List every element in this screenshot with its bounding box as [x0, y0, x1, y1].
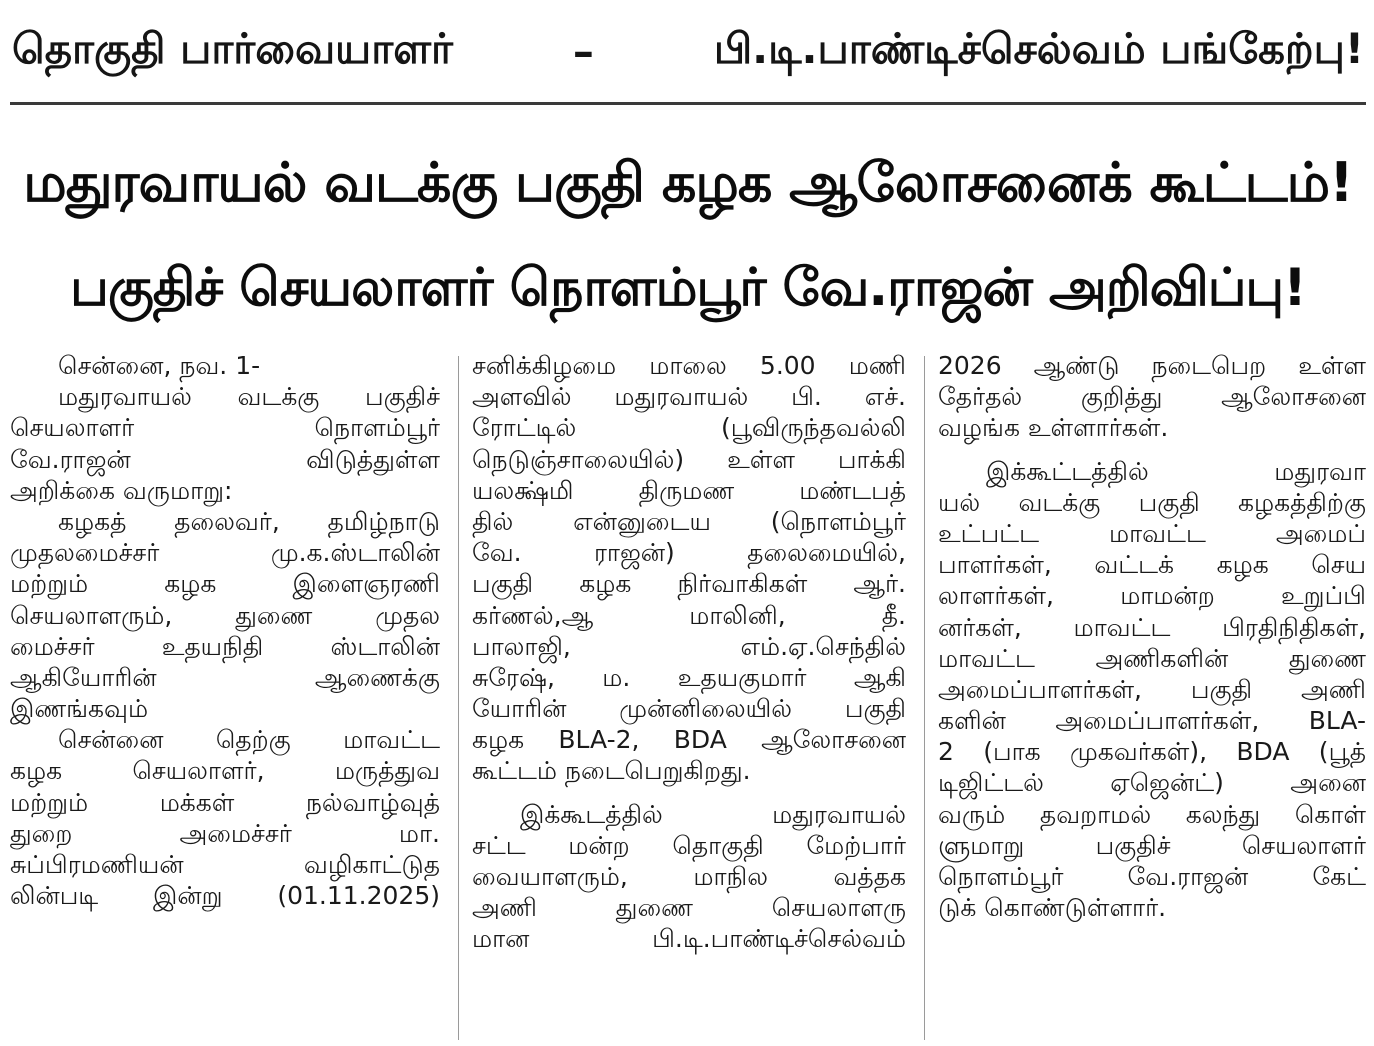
article-line: கழக BLA-2, BDA ஆலோசனை [472, 725, 906, 755]
article-line: இணங்கவும் [10, 694, 149, 724]
article-line: மாவட்ட அணிகளின் துணை [938, 643, 1366, 673]
article-line: வழங்க உள்ளார்கள். [938, 413, 1169, 443]
article-line: பகுதி கழக நிர்வாகிகள் ஆர். [472, 569, 906, 599]
article-line: சட்ட மன்ற தொகுதி மேற்பார் [472, 830, 906, 860]
column-divider [458, 356, 459, 1040]
article-line: தில் என்னுடைய (நொளம்பூர் [472, 506, 906, 536]
article-line: அளவில் மதுரவாயல் பி. எச். [472, 382, 906, 412]
article-line: இக்கூடத்தில் மதுரவாயல் [520, 799, 906, 829]
kicker-right: பி.டி.பாண்டிச்செல்வம் பங்கேற்பு! [713, 23, 1364, 73]
article-line: யல் வடக்கு பகுதி கழகத்திற்கு [938, 487, 1366, 517]
article-line: பாலாஜி, எம்.ஏ.செந்தில் [472, 631, 906, 661]
article-line: பாளர்கள், வட்டக் கழக செய [938, 550, 1366, 580]
headline-line-2: பகுதிச் செயலாளர் நொளம்பூர் வே.ராஜன் அறிவிப்பு! [70, 258, 1306, 318]
article-line: அமைப்பாளர்கள், பகுதி அணி [938, 674, 1366, 704]
article-line: கூட்டம் நடைபெறுகிறது. [472, 756, 751, 786]
article-line: ளுமாறு பகுதிச் செயலாளர் [938, 830, 1366, 860]
article-line: 2 (பாக முகவர்கள்), BDA (பூத் [938, 737, 1366, 767]
article-line: இக்கூட்டத்தில் மதுரவா [986, 456, 1366, 486]
article-line: நொளம்பூர் வே.ராஜன் கேட் [938, 862, 1366, 891]
article-line: அணி துணை செயலாளரு [472, 893, 906, 923]
column-divider [924, 356, 925, 1040]
headline-sub [10, 238, 1366, 338]
article-line: சுப்பிரமணியன் வழிகாட்டுத [10, 850, 440, 879]
article-column-2 [472, 350, 906, 1044]
article-line: கர்ணல்,ஆ மாலினி, தீ. [472, 600, 906, 630]
kicker-line [12, 6, 1364, 96]
article-line: சனிக்கிழமை மாலை 5.00 மணி [472, 351, 906, 380]
article-line: தேர்தல் குறித்து ஆலோசனை [938, 382, 1366, 412]
kicker-left: தொகுதி பார்வையாளர் [12, 23, 453, 73]
article-line: சென்னை தெற்கு மாவட்ட [58, 725, 440, 755]
article-line: ரோட்டில் (பூவிருந்தவல்லி [472, 413, 906, 443]
article-line: மைச்சர் உதயநிதி ஸ்டாலின் [10, 631, 440, 661]
article-column-3 [938, 350, 1366, 1044]
article-line: நெடுஞ்சாலையில்) உள்ள பாக்கி [472, 444, 906, 474]
headline-main [10, 128, 1366, 238]
article-line: மற்றும் மக்கள் நல்வாழ்வுத் [10, 787, 440, 817]
header-rule [10, 102, 1366, 105]
article-line: டிஜிட்டல் ஏஜென்ட்) அனை [938, 768, 1366, 798]
article-line: வே.ராஜன் விடுத்துள்ள [10, 444, 440, 474]
article-line: யலக்ஷ்மி திருமண மண்டபத் [472, 475, 906, 505]
article-line: லின்படி இன்று (01.11.2025) [10, 881, 440, 911]
article-line: துறை அமைச்சர் மா. [10, 818, 440, 848]
article-line: செயலாளரும், துணை முதல [10, 600, 440, 630]
article-line: ஆகியோரின் ஆணைக்கு [10, 662, 440, 692]
article-line: வையாளரும், மாநில வத்தக [472, 862, 906, 891]
headline-line-1: மதுரவாயல் வடக்கு பகுதி கழக ஆலோசனைக் கூட்டம்! [23, 151, 1353, 214]
article-line: வே. ராஜன்) தலைமையில், [472, 538, 906, 568]
article-line: களின் அமைப்பாளர்கள், BLA- [938, 706, 1366, 736]
article-line: யோரின் முன்னிலையில் பகுதி [472, 694, 906, 724]
article-line: அறிக்கை வருமாறு: [10, 475, 233, 505]
article-line: லாளர்கள், மாமன்ற உறுப்பி [938, 581, 1366, 611]
article-line: உட்பட்ட மாவட்ட அமைப் [938, 518, 1366, 548]
article-line: கழக செயலாளர், மருத்துவ [10, 756, 440, 786]
article-line: 2026 ஆண்டு நடைபெற உள்ள [938, 351, 1366, 380]
article-line: மற்றும் கழக இளைஞரணி [10, 569, 440, 599]
article-line: னர்கள், மாவட்ட பிரதிநிதிகள், [938, 612, 1366, 642]
article-line: சென்னை, நவ. 1- [58, 351, 261, 380]
article-line: மதுரவாயல் வடக்கு பகுதிச் [58, 382, 440, 412]
article-line: முதலமைச்சர் மு.க.ஸ்டாலின் [10, 538, 440, 568]
article-line: செயலாளர் நொளம்பூர் [10, 413, 440, 443]
article-column-1 [10, 350, 440, 1044]
article-body [10, 350, 1366, 1044]
article-line: கழகத் தலைவர், தமிழ்நாடு [58, 506, 440, 536]
article-line: வரும் தவறாமல் கலந்து கொள் [938, 799, 1366, 829]
article-line: டுக் கொண்டுள்ளார். [938, 893, 1167, 923]
article-line: சுரேஷ், ம. உதயகுமார் ஆகி [472, 662, 906, 692]
article-line: மான பி.டி.பாண்டிச்செல்வம் [472, 924, 906, 954]
kicker-dash: – [572, 26, 594, 76]
